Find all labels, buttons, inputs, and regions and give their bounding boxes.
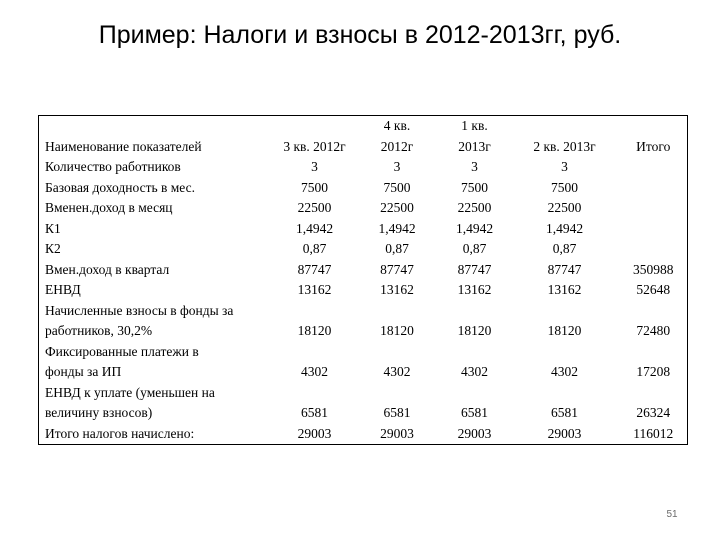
cell-q3-2012: 3: [311, 159, 318, 174]
tax-table: [38, 115, 688, 445]
cell-q2-2013: 0,87: [552, 241, 577, 256]
header-q1-2013: [440, 116, 510, 158]
cell-total: 116012: [633, 425, 674, 441]
table-row: [39, 239, 688, 260]
cell-q4-2012: 6581: [383, 405, 411, 420]
cell-total: 72480: [636, 323, 671, 338]
header-q4-2012-line1: 4 кв.: [383, 118, 411, 133]
row-label: Количество работников: [45, 159, 181, 174]
cell-q1-2013: 1,4942: [455, 220, 494, 236]
row-label-line1: Начисленные взносы в фонды за: [45, 302, 234, 318]
cell-q3-2012: 0,87: [302, 241, 327, 256]
table-row: [39, 198, 688, 219]
cell-q4-2012: 18120: [380, 323, 414, 338]
row-label: [39, 383, 275, 424]
cell-q4-2012: 29003: [380, 425, 414, 441]
cell-total: 52648: [636, 282, 671, 297]
row-label-line1: Фиксированные платежи в: [45, 343, 199, 359]
row-label-line2: фонды за ИП: [45, 364, 122, 379]
header-q2-2013: 2 кв. 2013г: [533, 138, 596, 154]
cell-q3-2012: 87747: [297, 261, 332, 277]
cell-q1-2013: 3: [471, 159, 478, 174]
cell-q1-2013: 29003: [457, 425, 492, 441]
page-number: 51: [666, 509, 678, 520]
table-row: [39, 424, 688, 445]
row-label-line2: величину взносов): [45, 405, 153, 420]
cell-q1-2013: 18120: [457, 323, 492, 338]
slide-title: Пример: Налоги и взносы в 2012-2013гг, руб.: [98, 21, 622, 49]
table-row: [39, 157, 688, 178]
header-q4-2012: [355, 116, 440, 158]
table-row: [39, 342, 688, 383]
table-row: [39, 178, 688, 199]
cell-q2-2013: 1,4942: [545, 220, 584, 236]
cell-total: 26324: [636, 405, 671, 420]
cell-total: 350988: [633, 261, 674, 277]
cell-q2-2013: 87747: [547, 261, 582, 277]
cell-q2-2013: 4302: [551, 364, 578, 379]
table-row: [39, 219, 688, 240]
row-label: Итого налогов начислено:: [45, 425, 195, 441]
row-label-line2: работников, 30,2%: [45, 323, 153, 338]
row-label: Вменен.доход в месяц: [45, 200, 173, 215]
cell-q3-2012: 22500: [297, 200, 332, 215]
cell-total: [620, 157, 688, 178]
row-label: [39, 342, 275, 383]
cell-total: [620, 239, 688, 260]
table-row: [39, 260, 688, 281]
cell-q3-2012: 13162: [297, 282, 332, 297]
cell-q3-2012: 6581: [301, 405, 328, 420]
cell-q3-2012: 29003: [297, 425, 332, 441]
cell-q4-2012: 3: [393, 159, 401, 174]
table-row: [39, 280, 688, 301]
cell-q3-2012: 1,4942: [295, 220, 334, 236]
cell-q4-2012: 4302: [383, 364, 411, 379]
cell-q4-2012: 22500: [380, 200, 414, 215]
cell-q2-2013: 29003: [547, 425, 582, 441]
cell-q4-2012: 0,87: [385, 241, 409, 256]
cell-q2-2013: 3: [561, 159, 568, 174]
cell-q2-2013: 6581: [551, 405, 578, 420]
cell-q2-2013: 22500: [547, 200, 582, 215]
row-label: ЕНВД: [45, 282, 81, 297]
row-label: К1: [45, 220, 61, 236]
cell-total: [620, 219, 688, 240]
cell-q3-2012: 18120: [297, 323, 332, 338]
cell-q4-2012: 1,4942: [378, 220, 416, 236]
cell-q4-2012: 87747: [380, 261, 414, 277]
cell-q1-2013: 0,87: [462, 241, 487, 256]
row-label-line1: ЕНВД к уплате (уменьшен на: [45, 384, 215, 400]
header-total: Итого: [636, 138, 671, 154]
cell-q3-2012: 7500: [301, 179, 328, 195]
cell-q2-2013: 18120: [547, 323, 582, 338]
row-label: Вмен.доход в квартал: [45, 261, 170, 277]
cell-q4-2012: 13162: [380, 282, 414, 297]
header-name: Наименование показателей: [45, 138, 202, 154]
cell-q1-2013: 7500: [461, 179, 488, 195]
cell-q1-2013: 6581: [461, 405, 488, 420]
cell-q2-2013: 13162: [547, 282, 582, 297]
table-row: [39, 301, 688, 342]
cell-total: [620, 178, 688, 199]
header-q1-2013-line2: 2013г: [458, 138, 491, 154]
cell-q1-2013: 22500: [457, 200, 492, 215]
cell-q4-2012: 7500: [383, 179, 411, 195]
row-label: Базовая доходность в мес.: [45, 179, 195, 195]
header-q3-2012: 3 кв. 2012г: [283, 138, 346, 154]
row-label: [39, 301, 275, 342]
cell-total: [620, 198, 688, 219]
cell-q1-2013: 87747: [457, 261, 492, 277]
cell-total: 17208: [636, 364, 671, 379]
cell-q2-2013: 7500: [551, 179, 578, 195]
cell-q1-2013: 13162: [457, 282, 492, 297]
table-header-row: [39, 116, 688, 158]
header-q4-2012-line2: 2012г: [380, 138, 414, 154]
header-q1-2013-line1: 1 кв.: [461, 118, 488, 133]
table-row: [39, 383, 688, 424]
row-label: К2: [45, 241, 61, 256]
cell-q3-2012: 4302: [301, 364, 328, 379]
cell-q1-2013: 4302: [461, 364, 488, 379]
